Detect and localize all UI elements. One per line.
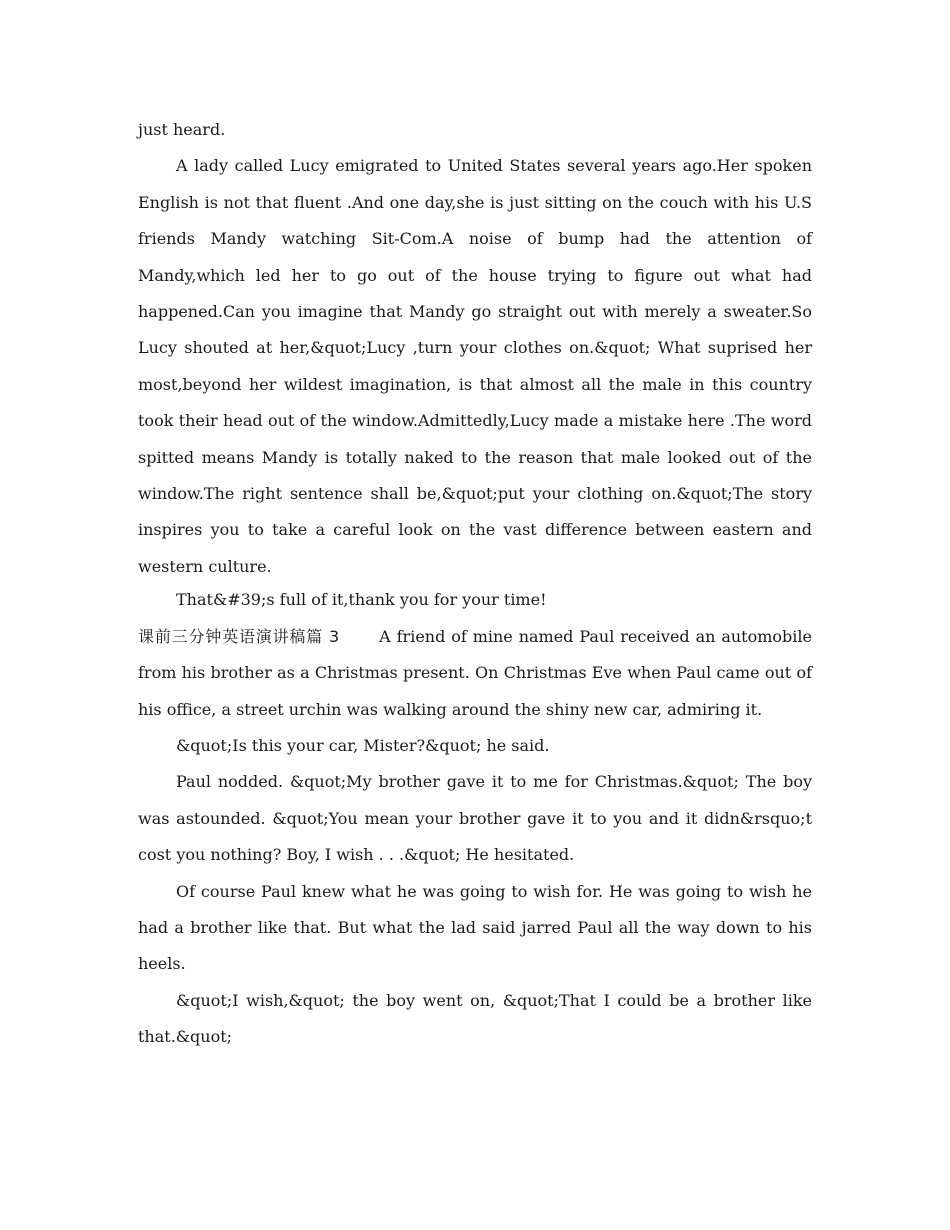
paragraph-paul-nodded: Paul nodded. &quot;My brother gave it to me for Christmas.&quot; The boy was astounded. &quot;You mean your brother gave it to you and it didn&rsquo;t cost you nothing? Boy, I wish . . .&quot; He hesitated. (138, 772, 812, 865)
paragraph-of-course: Of course Paul knew what he was going to wish for. He was going to wish he had a brother like that. But what the lad said jarred Paul all the way down to his heels. (138, 881, 812, 974)
section-heading: 课前三分钟英语演讲稿篇 3 (138, 626, 340, 646)
section-3-body: A friend of mine named Paul received an automobile from his brother as a Christmas present. On Christmas Eve when Paul came out of his office, a street urchin was walking around the shiny new car, admiring it. (138, 626, 812, 719)
document-page (138, 112, 812, 1056)
paragraph-i-wish: &quot;I wish,&quot; the boy went on, &quot;That I could be a brother like that.&quot; (138, 990, 812, 1047)
paragraph-section-3 (138, 619, 812, 728)
paragraph-continuation: just heard. (138, 120, 226, 139)
paragraph-lucy-story: A lady called Lucy emigrated to United States several years ago.Her spoken English is not that fluent .And one day,she is just sitting on the couch with his U.S friends Mandy watching Sit-Com.A noise of bump had the attention of Mandy,which led her to go out of the house trying to figure out what had happened.Can you imagine that Mandy go straight out with merely a sweater.So Lucy shouted at her,&quot;Lucy ,turn your clothes on.&quot; What suprised her most,beyond her wildest imagination, is that almost all the male in this country took their head out of the window.Admittedly,Lucy made a mistake here .The word spitted means Mandy is totally naked to the reason that male looked out of the window.The right sentence shall be,&quot;put your clothing on.&quot;The story inspires you to take a careful look on the vast difference between eastern and western culture. (138, 156, 812, 576)
paragraph-mister: &quot;Is this your car, Mister?&quot; he said. (176, 735, 550, 755)
paragraph-thanks: That&#39;s full of it,thank you for your time! (176, 590, 547, 610)
